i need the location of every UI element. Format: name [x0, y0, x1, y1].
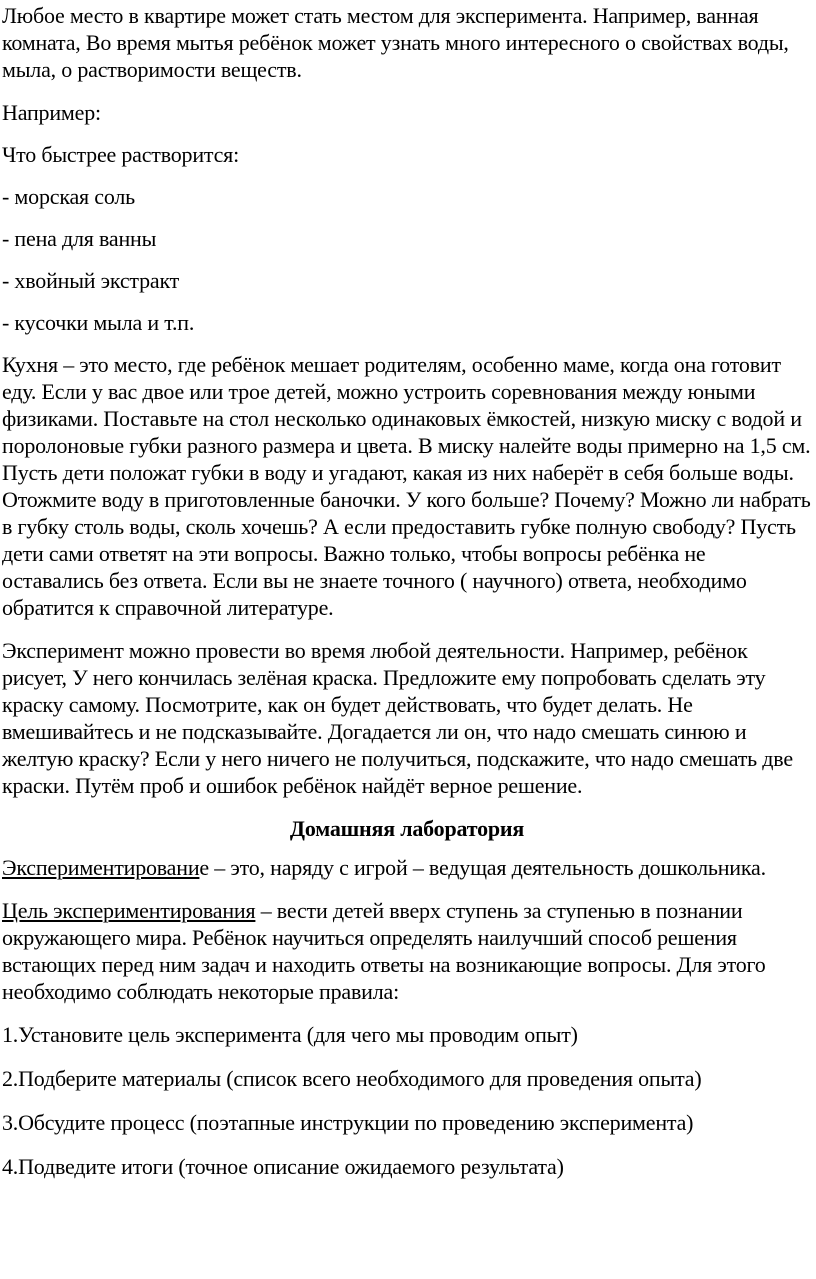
definition-term: Экспериментировани: [2, 855, 200, 880]
step-item: 3.Обсудите процесс (поэтапные инструкции по проведению эксперимента): [2, 1110, 694, 1135]
list-item: - кусочки мыла и т.п.: [2, 310, 195, 335]
definition-text: – это, наряду с игрой – ведущая деятельность дошкольника.: [208, 855, 766, 880]
painting-paragraph: Эксперимент можно провести во время любой деятельности. Например, ребёнок рисует, У него кончилась зелёная краска. Предложите ему попробовать сделать эту краску самому. Посмотрите, как он будет действовать, что будет делать. Не вмешивайтесь и не подсказывайте. Догадается ли он, что надо смешать синюю и желтую краску? Если у него ничего не получиться, подскажите, что надо смешать две краски. Путём проб и ошибок ребёнок найдёт верное решение.: [2, 638, 793, 798]
question-line: Что быстрее растворится:: [2, 142, 240, 167]
goal-paragraph: [2, 897, 812, 1005]
goal-text: – вести детей вверх ступень за ступенью в познании окружающего мира. Ребёнок научиться определять наилучший способ решения встающих перед ним задач и находить ответы на возникающие вопросы. Для этого необходимо соблюдать некоторые правила:: [2, 898, 766, 1004]
definition-paragraph: [2, 854, 812, 881]
step-item: 1.Установите цель эксперимента (для чего мы проводим опыт): [2, 1022, 578, 1047]
step-item: 2.Подберите материалы (список всего необходимого для проведения опыта): [2, 1066, 702, 1091]
example-label: Например:: [2, 100, 101, 125]
definition-term-end: е: [199, 855, 209, 880]
step-item: 4.Подведите итоги (точное описание ожидаемого результата): [2, 1154, 564, 1179]
section-heading: Домашняя лаборатория: [289, 816, 525, 841]
intro-paragraph: Любое место в квартире может стать местом для эксперимента. Например, ванная комната, Во время мытья ребёнок может узнать много интересного о свойствах воды, мыла, о растворимости веществ.: [2, 3, 789, 82]
list-item: - хвойный экстракт: [2, 268, 180, 293]
list-item: - морская соль: [2, 184, 135, 209]
kitchen-paragraph: Кухня – это место, где ребёнок мешает родителям, особенно маме, когда она готовит еду. Если у вас двое или трое детей, можно устроить соревнования между юными физиками. Поставьте на стол несколько одинаковых ёмкостей, низкую миску с водой и поролоновые губки разного размера и цвета. В миску налейте воды примерно на 1,5 см. Пусть дети положат губки в воду и угадают, какая из них наберёт в себя больше воды. Отожмите воду в приготовленные баночки. У кого больше? Почему? Можно ли набрать в губку столь воды, сколь хочешь? А если предоставить губке полную свободу? Пусть дети сами ответят на эти вопросы. Важно только, чтобы вопросы ребёнка не оставались без ответа. Если вы не знаете точного ( научного) ответа, необходимо обратится к справочной литературе.: [2, 352, 811, 620]
goal-term: Цель экспериментирования: [2, 898, 256, 923]
list-item: - пена для ванны: [2, 226, 157, 251]
